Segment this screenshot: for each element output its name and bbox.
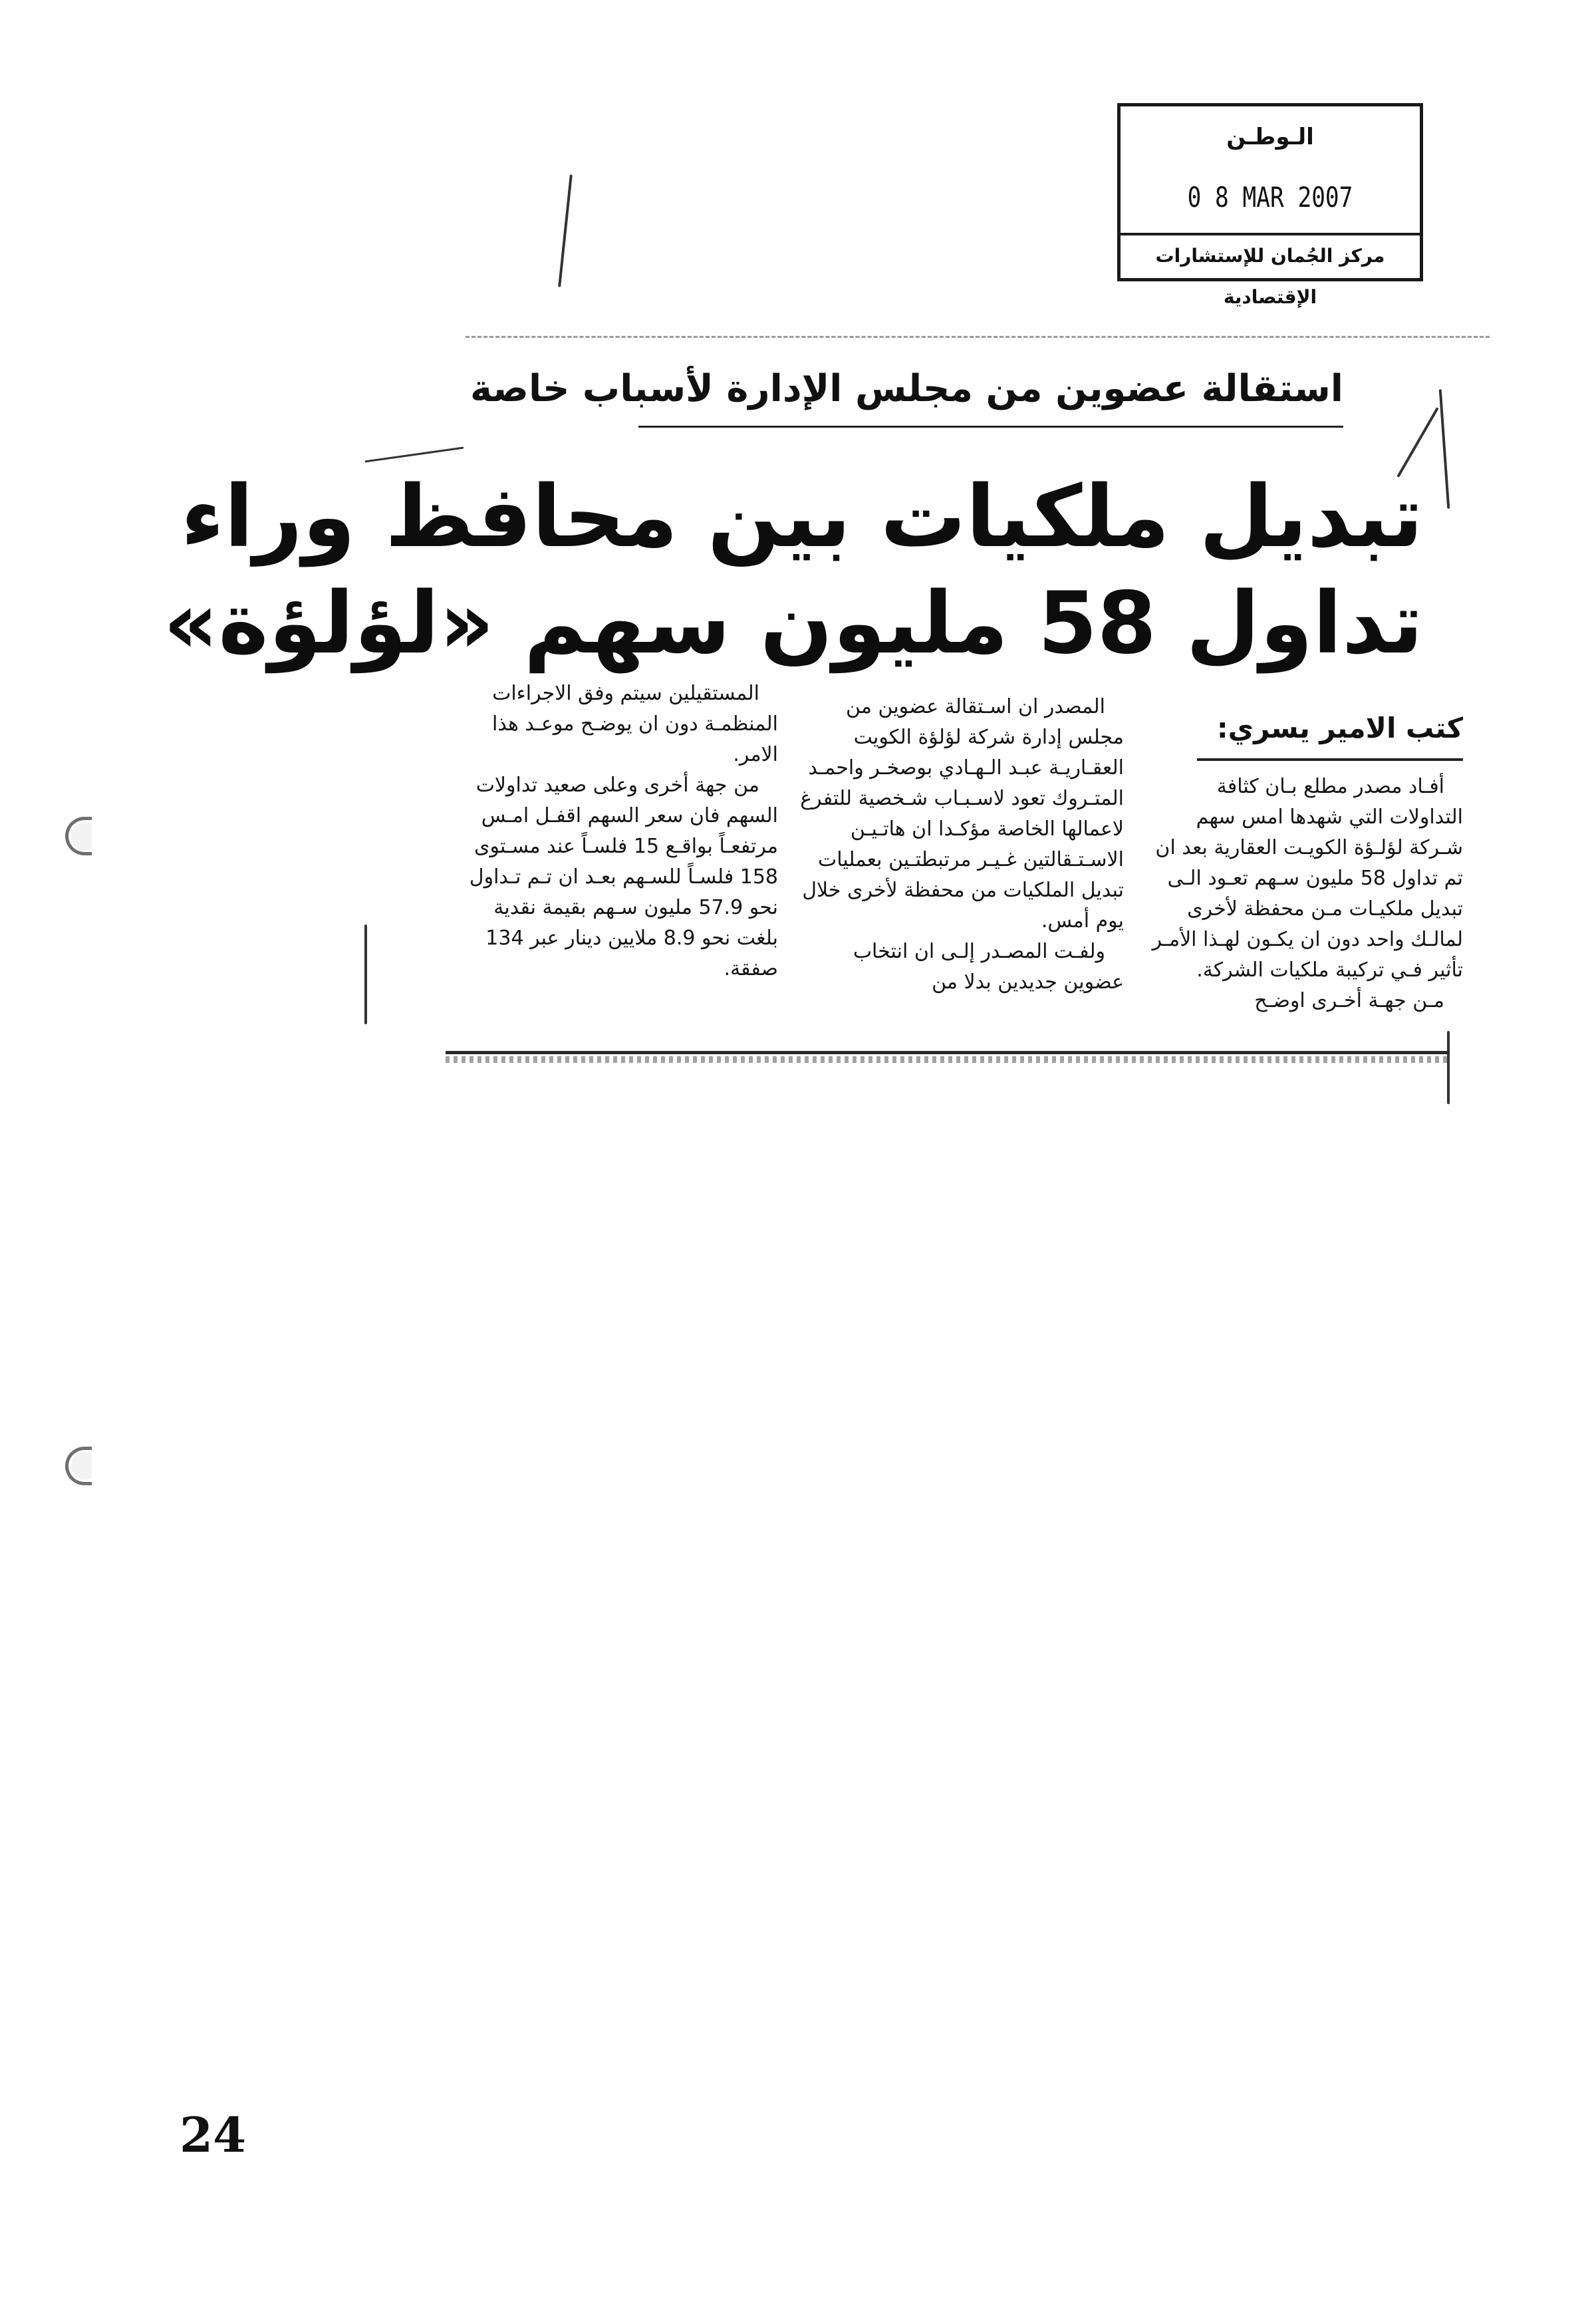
clipping-bottom-edge — [446, 1056, 1450, 1063]
punch-hole-top — [65, 817, 92, 855]
paragraph: المصدر ان اسـتقالة عضوين من مجلس إدارة شركة لؤلؤة الكويت العقـاريـة عبـد الـهـادي بوصخـر واحمـد المتـروك تعود لاسـبـاب شـخصية للتفرغ لاعمالها الخاصة مؤكـدا ان هاتـيـن الاسـتـقالتين غـيـر مرتبطتـين بعمليات تبديل الملكيات من محفظة لأخرى خلال يوم أمس. — [800, 695, 1124, 933]
article-kicker: استقالة عضوين من مجلس الإدارة لأسباب خاصة — [469, 367, 1343, 410]
stamp-footer: مركز الجُمان للإستشارات الإقتصادية — [1121, 233, 1420, 278]
stamp-newspaper-name: الـوطـن — [1226, 124, 1314, 150]
pen-stroke-bracket — [1439, 389, 1450, 509]
paragraph: المستقيلين سيتم وفق الاجراءات المنظمـة دون ان يوضـح موعـد هذا الامر. — [491, 682, 778, 766]
article-column-middle — [798, 692, 1124, 1064]
pen-stroke-vertical — [558, 174, 573, 287]
kicker-divider — [638, 426, 1343, 428]
paragraph: ولفـت المصـدر إلـى ان انتخاب عضوين جديدين بدلا من — [853, 940, 1124, 994]
article-column-right — [1144, 772, 1463, 1104]
byline-divider — [1197, 758, 1463, 761]
paragraph: مـن جهـة أخـرى اوضـح — [1254, 989, 1444, 1012]
article-column-left — [452, 678, 778, 1051]
clipping-top-edge — [466, 336, 1490, 338]
clipping-bottom-rule — [446, 1051, 1450, 1054]
headline-line-2: تداول 58 مليون سهم «لؤلؤة» — [163, 574, 1423, 673]
pen-stroke-margin — [364, 925, 367, 1024]
punch-hole-bottom — [65, 1447, 92, 1485]
paragraph: من جهة أخرى وعلى صعيد تداولات السهم فان سعر السهم اقفـل امـس مرتفعـاً بواقـع 15 فلسـاً عند مسـتوى 158 فلسـاً للسـهم بعـد ان تـم تـداول نحو 57.9 مليون سـهم بقيمة نقدية بلغت نحو 8.9 ملايين دينار عبر 134 صفقة. — [469, 774, 778, 980]
page-number: 24 — [180, 2106, 247, 2163]
pen-stroke-horizontal — [365, 447, 464, 463]
newspaper-stamp — [1117, 103, 1423, 308]
stamp-date: 0 8 MAR 2007 — [1187, 181, 1353, 214]
byline: كتب الامير يسري: — [1216, 712, 1463, 744]
headline-line-1: تبديل ملكيات بين محافظ وراء — [180, 468, 1423, 567]
paragraph: أفـاد مصدر مطلع بـان كثافة التداولات التي شهدها امس سهم شـركة لؤلـؤة الكويـت العقارية بعد ان تم تداول 58 مليون سـهم تعـود الـى تبديل ملكيـات مـن محفظة لأخرى لمالـك واحد دون ان يكـون لهـذا الأمـر تأثير فـي تركيبة ملكيات الشركة. — [1152, 775, 1463, 982]
